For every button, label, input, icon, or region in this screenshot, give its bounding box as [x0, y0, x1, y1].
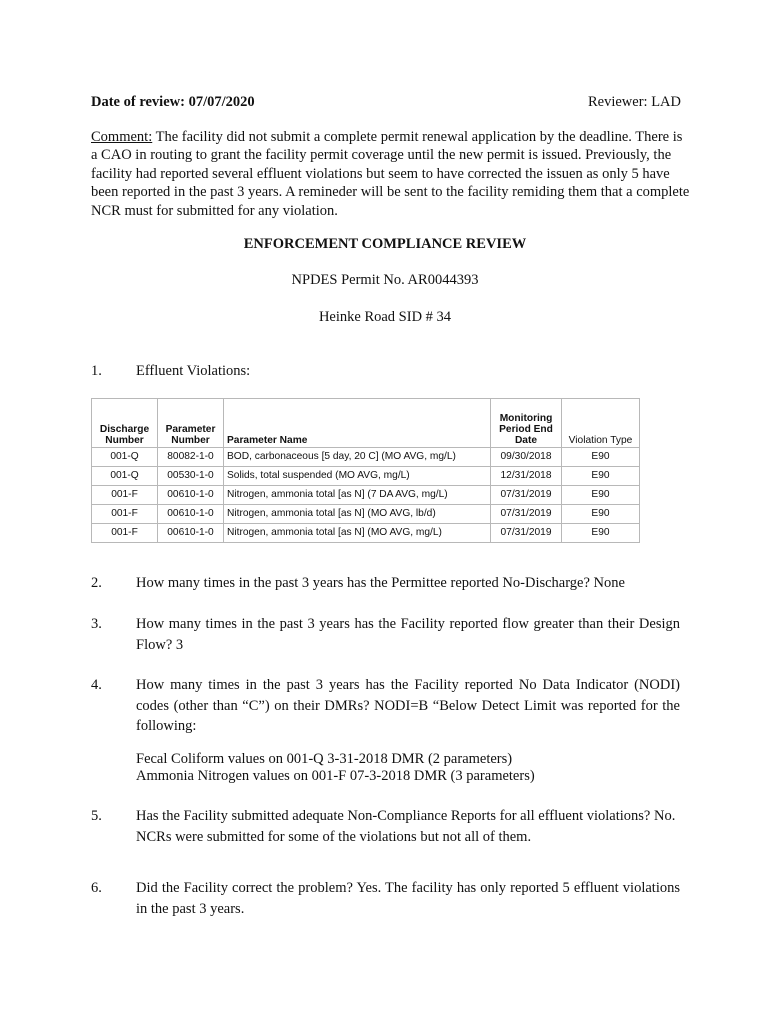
question-5-text: Has the Facility submitted adequate Non-Compliance Reports for all effluent violations? No. NCRs were submitted for some of the violations but not all of them. [136, 808, 676, 845]
table-row [92, 467, 640, 486]
cell-parameter-number: 80082-1-0 [158, 448, 224, 467]
cell-parameter-number: 00610-1-0 [158, 505, 224, 524]
question-2-number: 2. [91, 575, 102, 591]
question-6-number: 6. [91, 880, 102, 896]
cell-violation-type: E90 [562, 505, 640, 524]
cell-parameter-name: Solids, total suspended (MO AVG, mg/L) [224, 467, 491, 486]
cell-discharge: 001-F [92, 524, 158, 543]
cell-parameter-number: 00610-1-0 [158, 486, 224, 505]
cell-violation-type: E90 [562, 486, 640, 505]
header-parameter-name: Parameter Name [224, 399, 491, 448]
table-row [92, 524, 640, 543]
permit-number: NPDES Permit No. AR0044393 [291, 272, 479, 288]
question-4-text: How many times in the past 3 years has the Facility reported No Data Indicator (NODI) codes (other than “C”) on their DMRs? NODI=B “Below Detect Limit was reported for the following: [136, 677, 680, 734]
cell-parameter-number: 00610-1-0 [158, 524, 224, 543]
question-4-number: 4. [91, 677, 102, 693]
header-parameter-number: Parameter Number [158, 399, 224, 448]
cell-violation-type: E90 [562, 524, 640, 543]
review-date: Date of review: 07/07/2020 [91, 94, 255, 110]
effluent-violations-table [91, 398, 640, 543]
cell-discharge: 001-F [92, 486, 158, 505]
comment-label: Comment: [91, 129, 153, 145]
cell-violation-type: E90 [562, 467, 640, 486]
table-row [92, 505, 640, 524]
section-label: Effluent Violations: [136, 363, 251, 379]
cell-period-end: 09/30/2018 [491, 448, 562, 467]
nodi-detail-2: Ammonia Nitrogen values on 001-F 07-3-2018 DMR (3 parameters) [136, 768, 535, 784]
question-3-text: How many times in the past 3 years has the Facility reported flow greater than their Design Flow? 3 [136, 616, 680, 653]
question-6-text: Did the Facility correct the problem? Yes. The facility has only reported 5 effluent violations in the past 3 years. [136, 880, 680, 917]
cell-discharge: 001-Q [92, 448, 158, 467]
table-row [92, 486, 640, 505]
question-2-text: How many times in the past 3 years has the Permittee reported No-Discharge? None [136, 575, 625, 591]
cell-period-end: 07/31/2019 [491, 486, 562, 505]
table-row [92, 448, 640, 467]
cell-parameter-name: Nitrogen, ammonia total [as N] (MO AVG, lb/d) [224, 505, 491, 524]
header-violation-type: Violation Type [562, 399, 640, 448]
section-number: 1. [91, 363, 102, 379]
comment-text: The facility did not submit a complete permit renewal application by the deadline. There is a CAO in routing to grant the facility permit coverage until the new permit is issued. Previously, the facility had reported several effluent violations but seem to have corrected the issuen as only 5 have been reported in the past 3 years. A remineder will be sent to the facility remiding them that a complete NCR must for submitted for any violation. [91, 129, 690, 219]
header-discharge-number: Discharge Number [92, 399, 158, 448]
table-header-row [92, 399, 640, 448]
comment-block [91, 128, 691, 220]
reviewer: Reviewer: LAD [587, 94, 681, 110]
site-name: Heinke Road SID # 34 [318, 309, 452, 325]
cell-discharge: 001-Q [92, 467, 158, 486]
cell-parameter-name: Nitrogen, ammonia total [as N] (7 DA AVG, mg/L) [224, 486, 491, 505]
cell-period-end: 12/31/2018 [491, 467, 562, 486]
review-title: ENFORCEMENT COMPLIANCE REVIEW [243, 236, 527, 252]
question-5-number: 5. [91, 808, 102, 824]
cell-period-end: 07/31/2019 [491, 524, 562, 543]
cell-violation-type: E90 [562, 448, 640, 467]
cell-parameter-name: Nitrogen, ammonia total [as N] (MO AVG, mg/L) [224, 524, 491, 543]
nodi-detail-1: Fecal Coliform values on 001-Q 3-31-2018 DMR (2 parameters) [136, 751, 513, 767]
question-3-number: 3. [91, 616, 102, 632]
cell-parameter-name: BOD, carbonaceous [5 day, 20 C] (MO AVG, mg/L) [224, 448, 491, 467]
cell-parameter-number: 00530-1-0 [158, 467, 224, 486]
cell-discharge: 001-F [92, 505, 158, 524]
cell-period-end: 07/31/2019 [491, 505, 562, 524]
header-period-end-date: Monitoring Period End Date [491, 399, 562, 448]
